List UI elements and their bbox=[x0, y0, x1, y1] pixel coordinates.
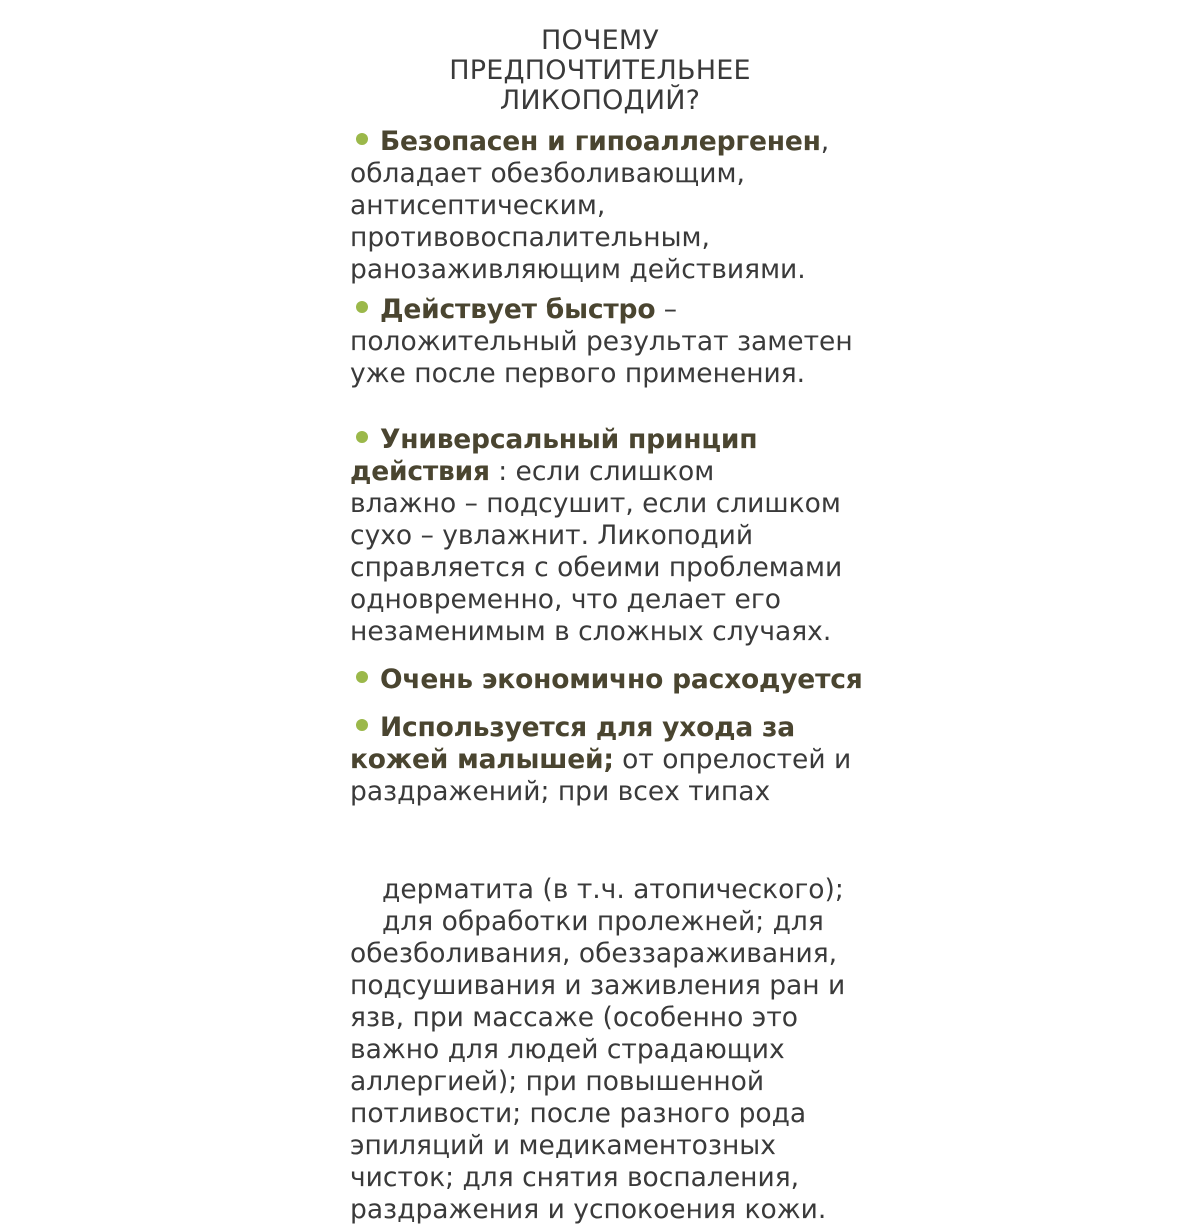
item-text-line: влажно – подсушит, если слишком bbox=[350, 488, 841, 519]
item-text-line: незаменимым в сложных случаях. bbox=[350, 616, 832, 647]
item-text-line: антисептическим, bbox=[350, 190, 606, 221]
item-text-line: раздражений; при всех типах bbox=[350, 776, 771, 807]
item-text-line: для обработки пролежней; для bbox=[382, 906, 824, 937]
item-heading-cont: действия bbox=[350, 456, 490, 487]
title-line-1: ПОЧЕМУ bbox=[540, 25, 660, 56]
item-text-line: уже после первого применения. bbox=[350, 358, 806, 389]
bullet-icon bbox=[356, 301, 368, 313]
item-text-line: противовоспалительным, bbox=[350, 222, 710, 253]
item-text-line: положительный результат заметен bbox=[350, 326, 853, 357]
item-heading: Используется для ухода за bbox=[380, 712, 795, 743]
item-text-line: аллергией); при повышенной bbox=[350, 1066, 765, 1097]
item-heading-cont: кожей малышей; bbox=[350, 744, 614, 775]
item-punct: : если слишком bbox=[489, 456, 715, 487]
page-title bbox=[350, 26, 850, 116]
item-text-line: одновременно, что делает его bbox=[350, 584, 781, 615]
item-heading: Безопасен и гипоаллергенен bbox=[380, 126, 821, 157]
title-line-2: ПРЕДПОЧТИТЕЛЬНЕЕ bbox=[449, 55, 751, 86]
list-item-baby-care bbox=[350, 712, 910, 1226]
item-text-line: обезболивания, обеззараживания, bbox=[350, 938, 838, 969]
item-text-line: справляется с обеими проблемами bbox=[350, 552, 843, 583]
bullet-icon bbox=[356, 133, 368, 145]
list-item-fast bbox=[350, 294, 910, 390]
item-text-line: потливости; после разного рода bbox=[350, 1098, 807, 1129]
list-item-safe bbox=[350, 126, 910, 286]
item-heading: Универсальный принцип bbox=[380, 424, 758, 455]
item-text-line: обладает обезболивающим, bbox=[350, 158, 745, 189]
item-heading: Очень экономично расходуется bbox=[380, 664, 863, 695]
item-punct: от опрелостей и bbox=[613, 744, 852, 775]
title-line-3: ЛИКОПОДИЙ? bbox=[499, 85, 701, 116]
item-punct: , bbox=[820, 126, 830, 157]
item-text-line: ранозаживляющим действиями. bbox=[350, 254, 806, 285]
item-text-line: эпиляций и медикаментозных bbox=[350, 1130, 776, 1161]
item-text-line: дерматита (в т.ч. атопического); bbox=[382, 874, 844, 905]
benefits-list bbox=[350, 126, 910, 1226]
item-text-line: важно для людей страдающих bbox=[350, 1034, 785, 1065]
bullet-icon bbox=[356, 671, 368, 683]
item-text-line: подсушивания и заживления ран и bbox=[350, 970, 846, 1001]
list-item-universal bbox=[350, 424, 910, 648]
bullet-icon bbox=[356, 719, 368, 731]
item-heading: Действует быстро bbox=[380, 294, 656, 325]
item-text-line: сухо – увлажнит. Ликоподий bbox=[350, 520, 754, 551]
list-item-economical bbox=[350, 664, 910, 696]
item-text-line: раздражения и успокоения кожи. bbox=[350, 1194, 827, 1225]
bullet-icon bbox=[356, 431, 368, 443]
item-text-line: язв, при массаже (особенно это bbox=[350, 1002, 798, 1033]
item-text-line: чисток; для снятия воспаления, bbox=[350, 1162, 800, 1193]
item-punct: – bbox=[655, 294, 678, 325]
